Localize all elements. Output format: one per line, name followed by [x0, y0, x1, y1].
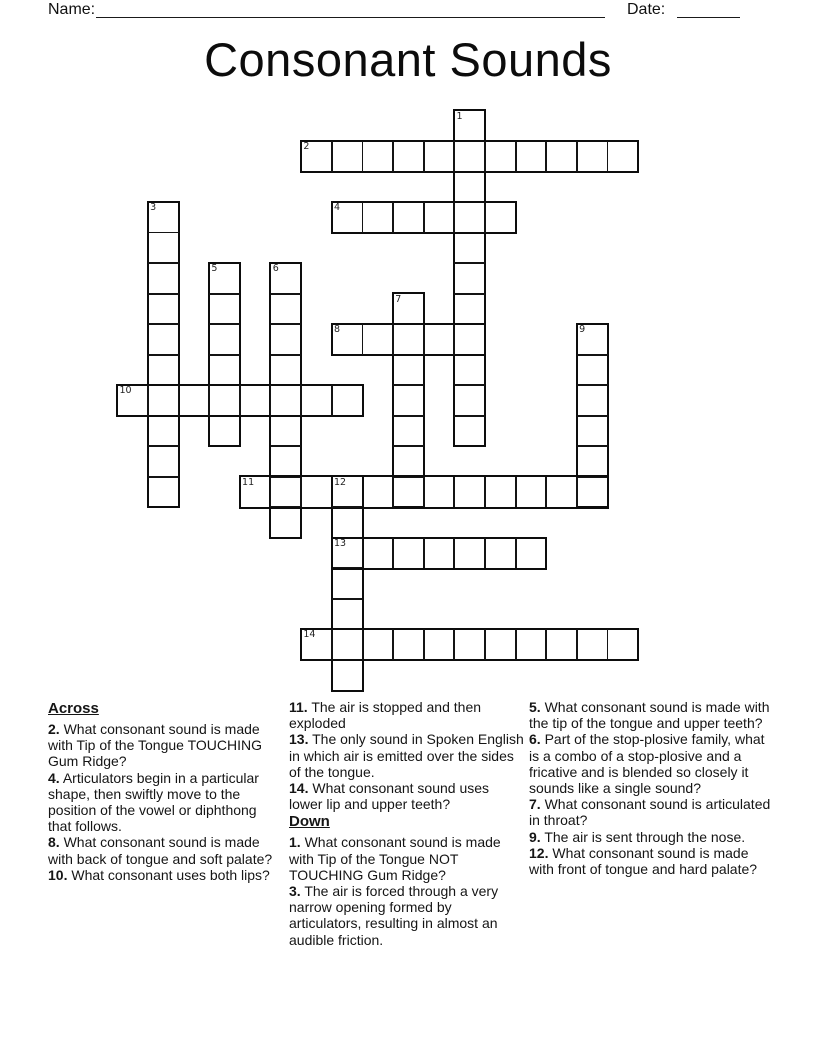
- grid-cell[interactable]: [516, 538, 547, 569]
- grid-cell[interactable]: [516, 141, 547, 172]
- clue-text: What consonant sound is made with the tip of the tongue and upper teeth?: [529, 699, 770, 732]
- grid-cell[interactable]: [546, 477, 577, 508]
- grid-cell[interactable]: [332, 629, 363, 660]
- grid-cell[interactable]: [240, 385, 271, 416]
- grid-cell[interactable]: [393, 629, 424, 660]
- clue-number: 6.: [529, 731, 541, 748]
- grid-cell[interactable]: [454, 324, 485, 355]
- grid-cell[interactable]: [148, 416, 179, 447]
- grid-cell[interactable]: [485, 202, 516, 233]
- grid-cell[interactable]: [362, 538, 393, 569]
- grid-cell[interactable]: [393, 141, 424, 172]
- grid-cell[interactable]: [271, 446, 302, 477]
- grid-cell[interactable]: [301, 385, 332, 416]
- grid-cell[interactable]: [577, 355, 608, 386]
- grid-cell[interactable]: [271, 385, 302, 416]
- clue-text: What consonant sound is made with front of tongue and hard palate?: [529, 844, 758, 878]
- grid-cell[interactable]: [454, 263, 485, 294]
- grid-cell[interactable]: [577, 446, 608, 477]
- grid-cell[interactable]: [362, 324, 393, 355]
- grid-cell[interactable]: [454, 629, 485, 660]
- clue-text: What consonant sound is made with Tip of the Tongue TOUCHING Gum Ridge?: [48, 721, 262, 770]
- grid-cell[interactable]: [148, 324, 179, 355]
- grid-cell[interactable]: [516, 477, 547, 508]
- grid-cell[interactable]: [117, 385, 148, 416]
- grid-cell[interactable]: [424, 538, 455, 569]
- grid-cell[interactable]: [209, 263, 240, 294]
- grid-cell[interactable]: [148, 263, 179, 294]
- grid-cell[interactable]: [271, 355, 302, 386]
- clue-column-2: [289, 699, 525, 948]
- grid-cell[interactable]: [209, 416, 240, 447]
- clue-number: 14.: [289, 780, 309, 797]
- cell-number: 10: [119, 385, 132, 397]
- cell-number: 2: [303, 141, 310, 153]
- grid-cell[interactable]: [454, 141, 485, 172]
- grid-cell[interactable]: [454, 416, 485, 447]
- grid-cell[interactable]: [362, 477, 393, 508]
- grid-cell[interactable]: [209, 294, 240, 325]
- grid-cell[interactable]: [332, 202, 363, 233]
- clue-text: What consonant sound is made with Tip of the Tongue NOT TOUCHING Gum Ridge?: [289, 834, 501, 883]
- grid-cell[interactable]: [393, 385, 424, 416]
- clue-number: 3.: [289, 883, 301, 900]
- clue-text: What consonant uses both lips?: [71, 866, 270, 883]
- cell-number: 13: [333, 537, 347, 549]
- grid-cell[interactable]: [271, 263, 302, 294]
- clue: [529, 829, 771, 845]
- clue: [289, 883, 525, 948]
- grid-cell[interactable]: [301, 629, 332, 660]
- grid-cell[interactable]: [393, 294, 424, 325]
- clue-text: The only sound in Spoken English in which air is emitted over the sides of the tongue.: [289, 731, 524, 780]
- grid-cell[interactable]: [332, 599, 363, 630]
- grid-cell[interactable]: [454, 477, 485, 508]
- grid-cell[interactable]: [148, 385, 179, 416]
- clue: [48, 721, 282, 770]
- clue: [529, 731, 771, 796]
- clue: [529, 796, 771, 828]
- grid-cell[interactable]: [546, 141, 577, 172]
- grid-cell[interactable]: [485, 141, 516, 172]
- clue-number: 12.: [529, 844, 549, 861]
- grid-cell[interactable]: [362, 202, 393, 233]
- grid-cell[interactable]: [424, 141, 455, 172]
- clue-number: 8.: [48, 834, 60, 851]
- name-label: Name:: [48, 1, 96, 18]
- grid-cell[interactable]: [271, 477, 302, 508]
- grid-cell[interactable]: [301, 141, 332, 172]
- cell-number: 9: [579, 324, 586, 336]
- grid-cell[interactable]: [516, 629, 547, 660]
- cell-number: 4: [333, 202, 341, 214]
- grid-cell[interactable]: [148, 233, 179, 264]
- cell-number: 5: [211, 263, 218, 275]
- clue-heading-across: Across: [48, 700, 99, 717]
- grid-cell[interactable]: [424, 324, 455, 355]
- grid-cell[interactable]: [209, 324, 240, 355]
- grid-cell[interactable]: [393, 324, 424, 355]
- grid-cell[interactable]: [577, 416, 608, 447]
- grid-cell[interactable]: [577, 477, 608, 508]
- clue-text: The air is stopped and then exploded: [289, 699, 482, 732]
- clue-number: 10.: [48, 866, 68, 883]
- grid-cell[interactable]: [271, 507, 302, 538]
- grid-cell[interactable]: [454, 111, 485, 142]
- grid-cell[interactable]: [240, 477, 271, 508]
- clue-number: 5.: [529, 699, 541, 715]
- grid-cell[interactable]: [148, 355, 179, 386]
- grid-cell[interactable]: [332, 507, 363, 538]
- grid-cell[interactable]: [577, 324, 608, 355]
- grid-cell[interactable]: [454, 294, 485, 325]
- grid-cell[interactable]: [454, 385, 485, 416]
- grid-cell[interactable]: [424, 477, 455, 508]
- grid-cell[interactable]: [332, 660, 363, 691]
- clue-column-1: [48, 699, 282, 883]
- page-title: Consonant Sounds: [204, 33, 612, 86]
- grid-cell[interactable]: [577, 629, 608, 660]
- clue-text: Articulators begin in a particular shape, then swiftly move to the position of the vowel or diphthong that follows.: [48, 769, 259, 835]
- clue-number: 4.: [48, 769, 60, 786]
- grid-cell[interactable]: [148, 477, 179, 508]
- grid-cell[interactable]: [179, 385, 210, 416]
- grid-cell[interactable]: [485, 629, 516, 660]
- clue-number: 7.: [529, 796, 541, 813]
- grid-cell[interactable]: [485, 538, 516, 569]
- clue: [48, 834, 282, 866]
- clue-text: Part of the stop-plosive family, what is a combo of a stop-plosive and a fricative and is blended so closely it sounds like a single sound?: [529, 731, 765, 797]
- clue-text: The air is sent through the nose.: [544, 828, 746, 845]
- clue-number: 11.: [289, 699, 308, 715]
- date-label: Date:: [627, 1, 666, 18]
- cell-number: 12: [333, 476, 347, 488]
- clue-text: The air is forced through a very narrow opening formed by articulators, resulting in almost an audible friction.: [289, 883, 499, 948]
- clue: [289, 780, 525, 812]
- grid-cell[interactable]: [332, 385, 363, 416]
- clue: [48, 867, 282, 883]
- clue: [529, 845, 771, 877]
- grid-cell[interactable]: [148, 294, 179, 325]
- grid-cell[interactable]: [209, 385, 240, 416]
- clue: [48, 770, 282, 835]
- cell-number: 1: [456, 110, 463, 122]
- clue-heading-down: Down: [289, 813, 330, 831]
- grid-cell[interactable]: [362, 629, 393, 660]
- grid-cell[interactable]: [332, 477, 363, 508]
- clue: [289, 699, 525, 731]
- clue: [289, 834, 525, 883]
- cell-number: 7: [395, 293, 402, 305]
- clue-text: What consonant sound is articulated in throat?: [529, 796, 771, 829]
- grid-cell[interactable]: [424, 629, 455, 660]
- grid-cell[interactable]: [454, 202, 485, 233]
- grid-cell[interactable]: [332, 538, 363, 569]
- grid-cell[interactable]: [393, 446, 424, 477]
- grid-cell[interactable]: [209, 355, 240, 386]
- grid-cell[interactable]: [577, 385, 608, 416]
- grid-cell[interactable]: [393, 477, 424, 508]
- grid-cell[interactable]: [393, 202, 424, 233]
- clue-number: 13.: [289, 731, 309, 748]
- grid-cell[interactable]: [332, 324, 363, 355]
- grid-cell[interactable]: [454, 172, 485, 203]
- grid-cell[interactable]: [148, 446, 179, 477]
- grid-cell[interactable]: [393, 538, 424, 569]
- grid-cell[interactable]: [608, 141, 639, 172]
- clue: [529, 699, 771, 731]
- clue-number: 2.: [48, 721, 60, 737]
- cell-number: 14: [303, 629, 316, 641]
- grid-cell[interactable]: [546, 629, 577, 660]
- grid-cell[interactable]: [271, 294, 302, 325]
- grid-cell[interactable]: [608, 629, 639, 660]
- cell-number: 3: [150, 202, 157, 214]
- grid-cell[interactable]: [332, 141, 363, 172]
- clue-text: What consonant sound is made with back of tongue and soft palate?: [48, 834, 273, 867]
- clue-number: 1.: [289, 834, 301, 851]
- clue: [289, 731, 525, 780]
- grid-cell[interactable]: [393, 416, 424, 447]
- clue-text: What consonant sound uses lower lip and upper teeth?: [289, 780, 490, 813]
- cell-number: 6: [272, 263, 279, 275]
- cell-number: 8: [333, 324, 341, 336]
- grid-cell[interactable]: [271, 324, 302, 355]
- grid-cell[interactable]: [332, 568, 363, 599]
- grid-cell[interactable]: [393, 355, 424, 386]
- grid-cell[interactable]: [454, 355, 485, 386]
- clue-number: 9.: [529, 828, 541, 845]
- grid-cell[interactable]: [577, 141, 608, 172]
- grid-cell[interactable]: [148, 202, 179, 233]
- cell-number: 11: [242, 476, 255, 488]
- clue-column-3: [529, 699, 771, 877]
- grid-cell[interactable]: [301, 477, 332, 508]
- grid-cell[interactable]: [424, 202, 455, 233]
- grid-cell[interactable]: [454, 538, 485, 569]
- grid-cell[interactable]: [485, 477, 516, 508]
- grid-cell[interactable]: [362, 141, 393, 172]
- grid-cell[interactable]: [454, 233, 485, 264]
- grid-cell[interactable]: [271, 416, 302, 447]
